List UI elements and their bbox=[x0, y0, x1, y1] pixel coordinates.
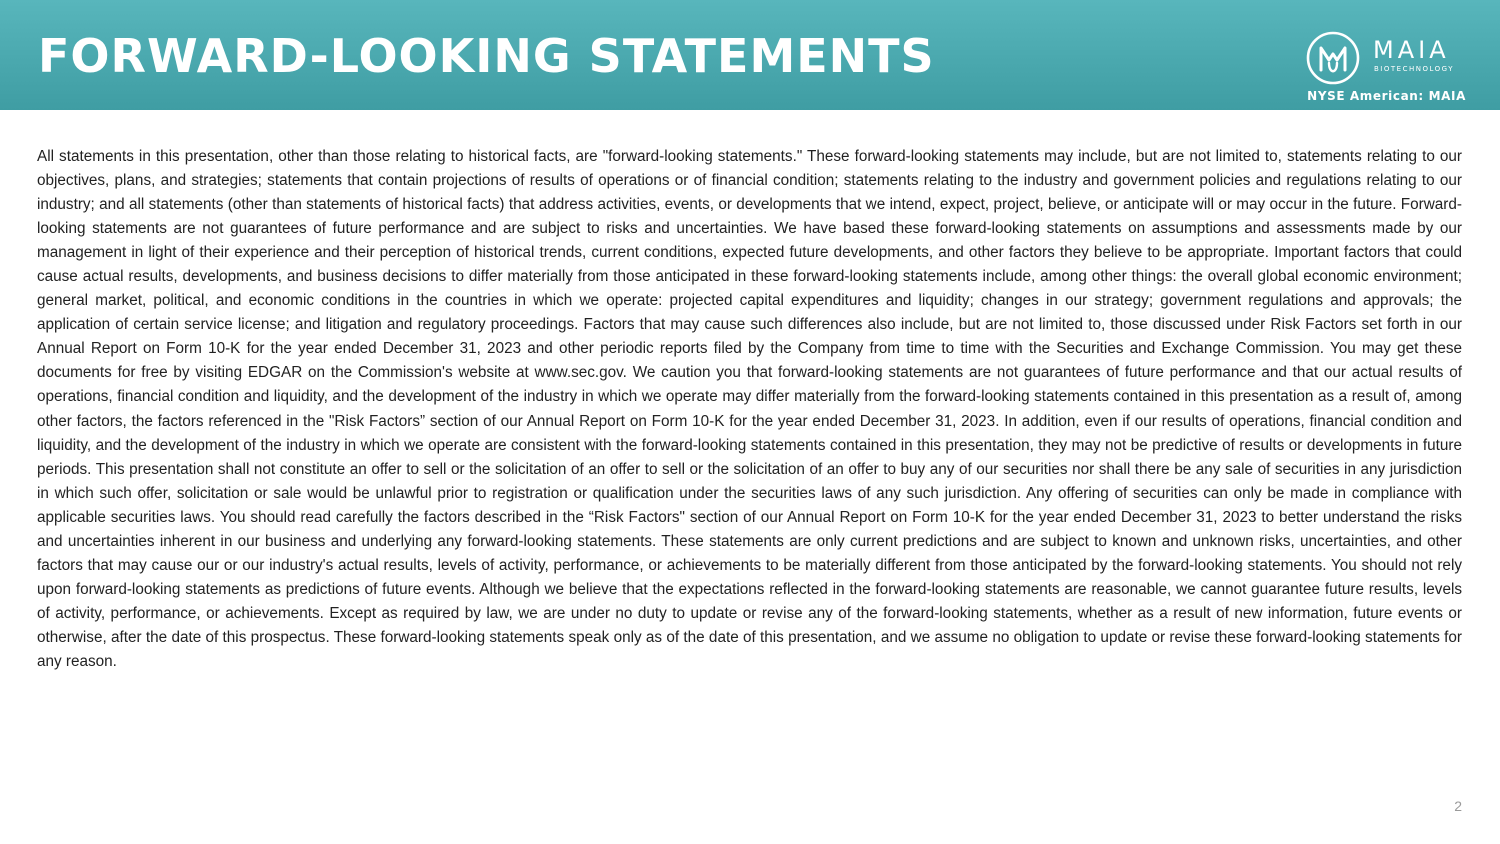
logo-name: MAIA bbox=[1373, 36, 1450, 64]
maia-m-logo-icon bbox=[1305, 30, 1361, 86]
exchange-ticker: NYSE American: MAIA bbox=[1307, 89, 1466, 103]
logo-subtitle: BIOTECHNOLOGY bbox=[1374, 65, 1454, 73]
header-banner bbox=[0, 0, 1500, 110]
company-logo bbox=[1305, 28, 1475, 88]
page-title: FORWARD-LOOKING STATEMENTS bbox=[38, 29, 935, 83]
disclaimer-paragraph: All statements in this presentation, other than those relating to historical facts, are "forward-looking statements." These forward-looking statements may include, but are not limited to, statements relating to our objectives, plans, and strategies; statements that contain projections of results of operations or of financial condition; statements relating to the industry and government policies and regulations relating to our industry; and all statements (other than statements of historical facts) that address activities, events, or developments that we intend, expect, project, believe, or anticipate will or may occur in the future. Forward-looking statements are not guarantees of future performance and are subject to risks and uncertainties. We have based these forward-looking statements on assumptions and assessments made by our management in light of their experience and their perception of historical trends, current conditions, expected future developments, and other factors they believe to be appropriate. Important factors that could cause actual results, developments, and business decisions to differ materially from those anticipated in these forward-looking statements include, among other things: the overall global economic environment; general market, political, and economic conditions in the countries in which we operate: projected capital expenditures and liquidity; changes in our strategy; government regulations and approvals; the application of certain service license; and litigation and regulatory proceedings. Factors that may cause such differences also include, but are not limited to, those discussed under Risk Factors set forth in our Annual Report on Form 10-K for the year ended December 31, 2023 and other periodic reports filed by the Company from time to time with the Securities and Exchange Commission. You may get these documents for free by visiting EDGAR on the Commission's website at www.sec.gov. We caution you that forward-looking statements are not guarantees of future performance and that our actual results of operations, financial condition and liquidity, and the development of the industry in which we operate may differ materially from the forward-looking statements contained in this presentation as a result of, among other factors, the factors referenced in the "Risk Factors” section of our Annual Report on Form 10-K for the year ended December 31, 2023. In addition, even if our results of operations, financial condition and liquidity, and the development of the industry in which we operate are consistent with the forward-looking statements contained in this presentation, they may not be predictive of results or developments in future periods. This presentation shall not constitute an offer to sell or the solicitation of an offer to sell or the solicitation of an offer to buy any of our securities nor shall there be any sale of securities in any jurisdiction in which such offer, solicitation or sale would be unlawful prior to registration or qualification under the securities laws of any such jurisdiction. Any offering of securities can only be made in compliance with applicable securities laws. You should read carefully the factors described in the “Risk Factors" section of our Annual Report on Form 10-K for the year ended December 31, 2023 to better understand the risks and uncertainties inherent in our business and underlying any forward-looking statements. These statements are only current predictions and are subject to known and unknown risks, uncertainties, and other factors that may cause our or our industry's actual results, levels of activity, performance, or achievements to be materially different from those anticipated by the forward-looking statements. You should not rely upon forward-looking statements as predictions of future events. Although we believe that the expectations reflected in the forward-looking statements are reasonable, we cannot guarantee future results, levels of activity, performance, or achievements. Except as required by law, we are under no duty to update or revise any of the forward-looking statements, whether as a result of new information, future events or otherwise, after the date of this prospectus. These forward-looking statements speak only as of the date of this presentation, and we assume no obligation to update or revise these forward-looking statements for any reason. bbox=[37, 148, 1462, 670]
page-number: 2 bbox=[1454, 798, 1462, 814]
